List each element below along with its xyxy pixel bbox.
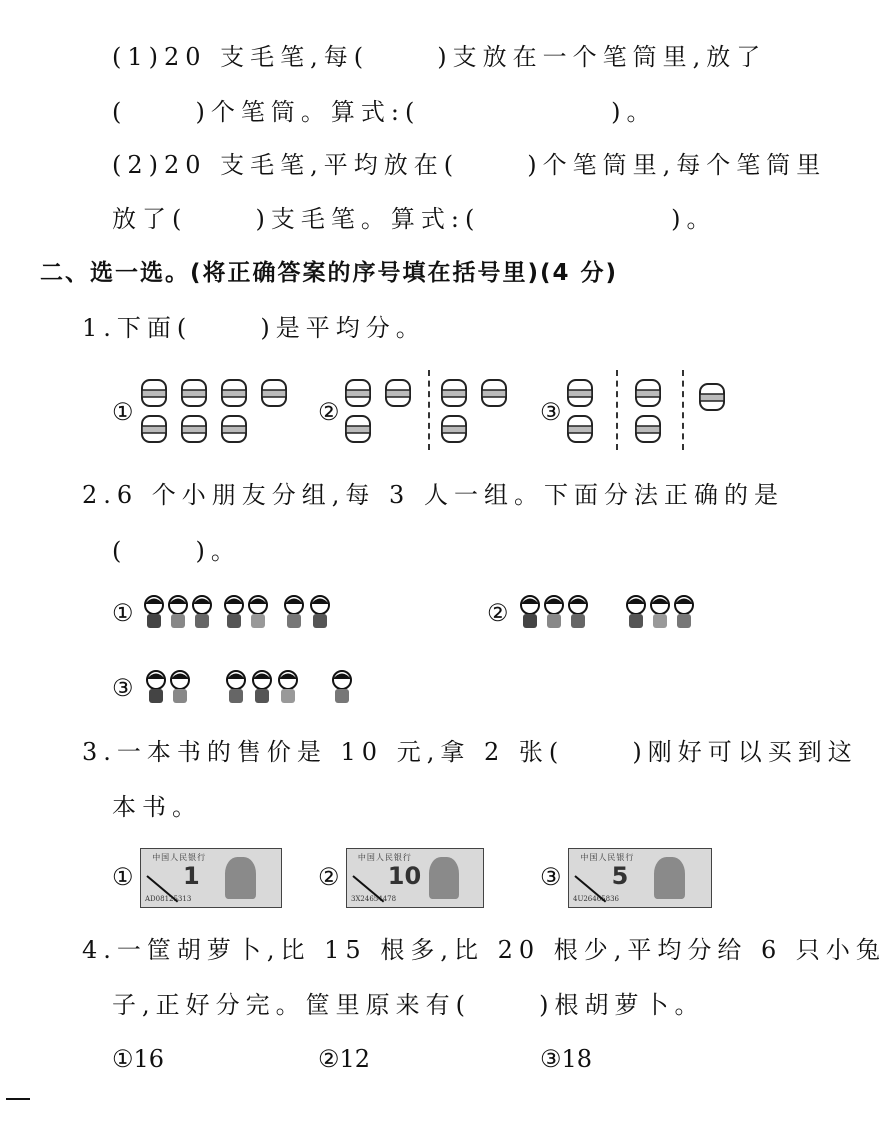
page-footer-mark [6, 1098, 30, 1100]
q2-option-2-label: ② [487, 599, 509, 627]
bag-icon [182, 380, 206, 406]
q1-option-3-bags [566, 376, 736, 446]
banknote-caption: 中国人民银行 [152, 853, 207, 862]
banknote-denomination: 1 [183, 861, 200, 890]
bag-icon [182, 416, 206, 442]
banknote-10-yuan [346, 848, 484, 908]
child-icon [285, 596, 303, 628]
banknote-5-yuan [568, 848, 712, 908]
bag-icon [482, 380, 506, 406]
banknote-serial: 3X24654478 [351, 895, 397, 903]
q1-part1-line2: ( )个笔筒。算式:( )。 [112, 98, 657, 126]
bag-icon [636, 380, 660, 406]
portrait-image [429, 857, 459, 899]
child-icon [147, 671, 165, 703]
question-1-text: 1.下面( )是平均分。 [82, 314, 426, 342]
child-icon [249, 596, 267, 628]
bag-icon [700, 384, 724, 410]
bag-icon [386, 380, 410, 406]
child-icon [169, 596, 187, 628]
bag-icon [442, 416, 466, 442]
banknote-1-yuan [140, 848, 282, 908]
q1-option-3-label: ③ [540, 398, 562, 426]
q2-option-3-children [144, 670, 364, 706]
divider-line [682, 370, 684, 450]
bag-icon [262, 380, 286, 406]
child-icon [333, 671, 351, 703]
question-3-line2: 本书。 [112, 793, 202, 821]
banknote-serial: AD08125313 [145, 895, 192, 903]
divider-line [428, 370, 430, 450]
q1-option-2-label: ② [318, 398, 340, 426]
child-icon [227, 671, 245, 703]
child-icon [627, 596, 645, 628]
portrait-image [225, 857, 256, 899]
bag-icon [442, 380, 466, 406]
bag-icon [222, 380, 246, 406]
q2-option-2-children [518, 595, 718, 631]
child-icon [193, 596, 211, 628]
child-icon [675, 596, 693, 628]
divider-line [616, 370, 618, 450]
bag-icon [222, 416, 246, 442]
section2-heading: 二、选一选。(将正确答案的序号填在括号里)(4 分) [40, 260, 619, 286]
q2-option-3-label: ③ [112, 674, 134, 702]
question-2-line1: 2.6 个小朋友分组,每 3 人一组。下面分法正确的是 [82, 481, 784, 509]
q1-part1-line1: (1)20 支毛笔,每( )支放在一个笔筒里,放了 [112, 43, 767, 71]
banknote-denomination: 5 [611, 861, 629, 890]
child-icon [171, 671, 189, 703]
child-icon [225, 596, 243, 628]
banknote-caption: 中国人民银行 [357, 853, 412, 862]
child-icon [279, 671, 297, 703]
child-icon [253, 671, 271, 703]
question-4-line1: 4.一筐胡萝卜,比 15 根多,比 20 根少,平均分给 6 只小兔 [82, 936, 886, 964]
q3-option-2-label: ② [318, 863, 340, 891]
bag-icon [346, 416, 370, 442]
portrait-image [654, 857, 685, 899]
child-icon [651, 596, 669, 628]
child-icon [521, 596, 539, 628]
q3-option-3-label: ③ [540, 863, 562, 891]
q4-option-3: ③18 [540, 1045, 593, 1073]
bag-icon [568, 380, 592, 406]
q1-part2-line2: 放了( )支毛笔。算式:( )。 [112, 205, 717, 233]
q2-option-1-label: ① [112, 599, 134, 627]
q1-part2-line1: (2)20 支毛笔,平均放在( )个笔筒里,每个笔筒里 [112, 151, 827, 179]
bag-icon [636, 416, 660, 442]
bag-icon [142, 416, 166, 442]
child-icon [145, 596, 163, 628]
q1-option-1-bags [140, 376, 290, 446]
child-icon [545, 596, 563, 628]
child-icon [569, 596, 587, 628]
child-icon [311, 596, 329, 628]
bag-icon [142, 380, 166, 406]
q3-option-1-label: ① [112, 863, 134, 891]
q4-option-2: ②12 [318, 1045, 371, 1073]
q2-option-1-children [142, 595, 342, 631]
question-4-line2: 子,正好分完。筐里原来有( )根胡萝卜。 [112, 991, 705, 1019]
banknote-caption: 中国人民银行 [580, 853, 635, 862]
bag-icon [568, 416, 592, 442]
question-2-line2: ( )。 [112, 537, 241, 565]
bag-icon [346, 380, 370, 406]
banknote-denomination: 10 [387, 861, 422, 890]
q1-option-1-label: ① [112, 398, 134, 426]
q4-option-1: ①16 [112, 1045, 165, 1073]
question-3-line1: 3.一本书的售价是 10 元,拿 2 张( )刚好可以买到这 [82, 738, 858, 766]
banknote-serial: 4U26465836 [573, 895, 619, 903]
